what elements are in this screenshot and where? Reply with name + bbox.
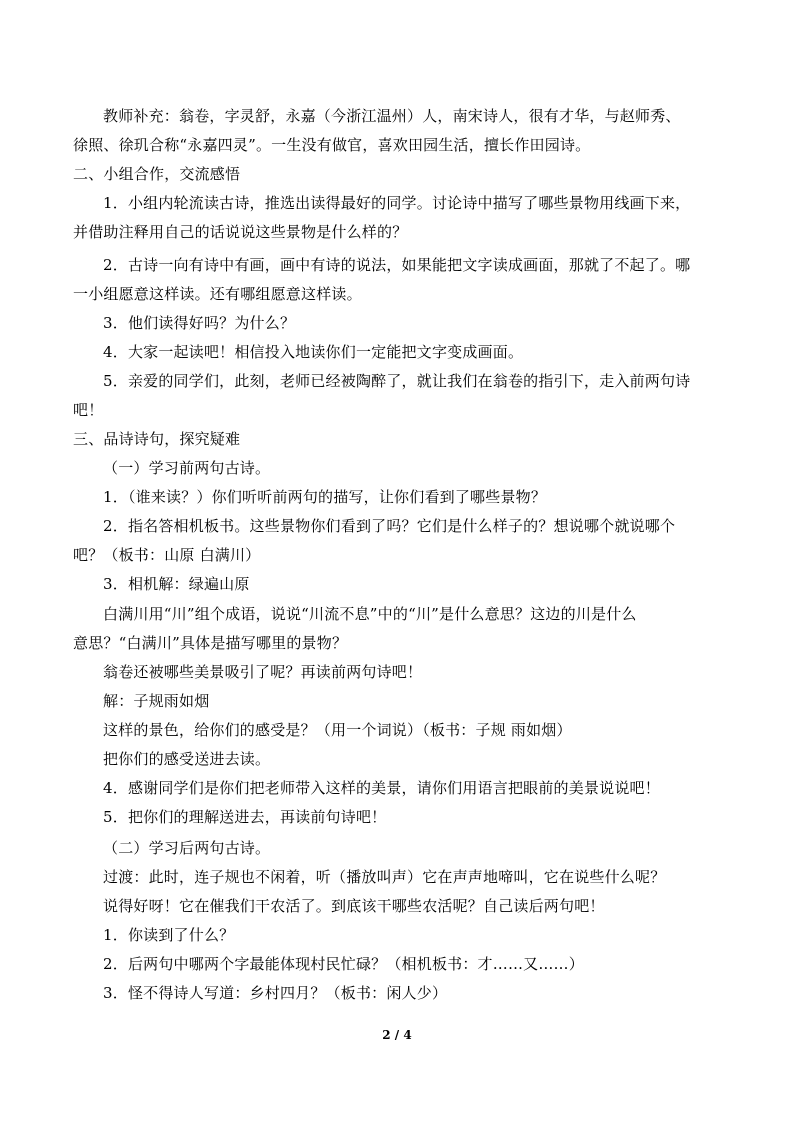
- paragraph-line: 3．他们读得好吗？为什么？: [103, 314, 296, 332]
- paragraph-line: 徐照、徐玑合称“永嘉四灵”。一生没有做官，喜欢田园生活，擅长作田园诗。: [73, 136, 591, 154]
- section-heading: 三、品诗诗句，探究疑难: [73, 430, 241, 448]
- paragraph-line: 翁卷还被哪些美景吸引了呢？再读前两句诗吧！: [103, 663, 423, 681]
- page-number: 2 / 4: [382, 1028, 412, 1042]
- paragraph-line: 1．（谁来读？）你们听听前两句的描写，让你们看到了哪些景物？: [103, 488, 547, 506]
- paragraph-line: 4．感谢同学们是你们把老师带入这样的美景，请你们用语言把眼前的美景说说吧！: [103, 779, 660, 797]
- paragraph-line: 1．你读到了什么？: [103, 926, 235, 944]
- subsection-heading: （一）学习前两句古诗。: [103, 459, 271, 477]
- paragraph-line: 这样的景色，给你们的感受是？（用一个词说）（板书：子规 雨如烟）: [103, 721, 572, 739]
- paragraph-line: 白满川用“川”组个成语，说说“川流不息”中的“川”是什么意思？这边的川是什么: [103, 605, 637, 623]
- paragraph-line: 说得好呀！它在催我们干农活了。到底该干哪些农活呢？自己读后两句吧！: [103, 897, 605, 915]
- paragraph-line: 过渡：此时，连子规也不闲着，听（播放叫声）它在声声地啼叫，它在说些什么呢？: [103, 868, 666, 886]
- paragraph-line: 吧？（板书：山原 白满川）: [73, 546, 261, 564]
- paragraph-line: 并借助注释用自己的话说说这些景物是什么样的？: [73, 223, 408, 241]
- section-heading: 二、小组合作，交流感悟: [73, 165, 241, 183]
- paragraph-line: 2．指名答相机板书。这些景物你们看到了吗？它们是什么样子的？想说哪个就说哪个: [103, 517, 676, 535]
- paragraph-line: 意思？“白满川”具体是描写哪里的景物？: [73, 634, 348, 652]
- paragraph-line: 2．后两句中哪两个字最能体现村民忙碌？（相机板书：才……又……）: [103, 955, 584, 973]
- paragraph-line: 1．小组内轮流读古诗，推选出读得最好的同学。讨论诗中描写了哪些景物用线画下来，: [103, 194, 691, 212]
- subsection-heading: （二）学习后两句古诗。: [103, 839, 271, 857]
- paragraph-line: 教师补充：翁卷，字灵舒，永嘉（今浙江温州）人，南宋诗人，很有才华，与赵师秀、: [103, 107, 681, 125]
- paragraph-line: 3．怪不得诗人写道：乡村四月？（板书：闲人少）: [103, 984, 448, 1002]
- paragraph-line: 3．相机解：绿遍山原: [103, 575, 250, 593]
- paragraph-line: 2．古诗一向有诗中有画，画中有诗的说法，如果能把文字读成画面，那就了不起了。哪: [103, 256, 691, 274]
- paragraph-line: 吧！: [73, 401, 104, 419]
- paragraph-line: 把你们的感受送进去读。: [103, 750, 271, 768]
- paragraph-line: 解：子规雨如烟: [103, 692, 210, 710]
- paragraph-line: 5．亲爱的同学们，此刻，老师已经被陶醉了，就让我们在翁卷的指引下，走入前两句诗: [103, 372, 691, 390]
- paragraph-line: 一小组愿意这样读。还有哪组愿意这样读。: [73, 285, 362, 303]
- paragraph-line: 5．把你们的理解送进去，再读前句诗吧！: [103, 808, 387, 826]
- paragraph-line: 4．大家一起读吧！相信投入地读你们一定能把文字变成画面。: [103, 343, 524, 361]
